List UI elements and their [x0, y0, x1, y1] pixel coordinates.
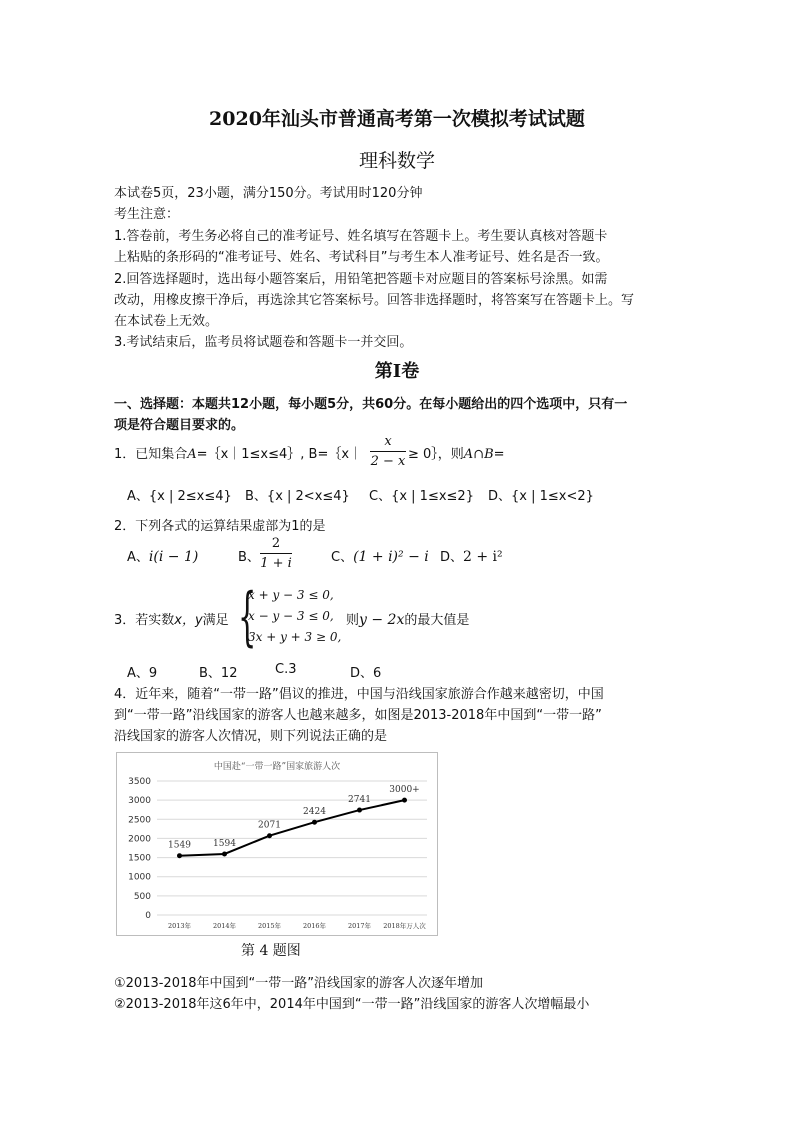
- chart-x-ticks: [168, 921, 426, 930]
- data-label: 3000+: [389, 785, 420, 796]
- question-2-option-d: D、2 + i²: [440, 549, 503, 565]
- y-tick-label: 1500: [128, 853, 151, 864]
- intro-line: 考生注意：: [114, 207, 180, 222]
- system-brace: {: [238, 580, 257, 654]
- question-3-option-a: A、9: [127, 666, 158, 681]
- y-tick-label: 0: [145, 911, 151, 921]
- question-1-fraction: x 2 − x: [370, 434, 406, 469]
- question-1-option-d: D、{x | 1≤x<2}: [488, 489, 594, 504]
- x-tick-label: 2014年: [212, 922, 237, 930]
- intro-line: 在本试卷上无效。: [114, 314, 219, 329]
- chart-title: 中国赴“一带一路”国家旅游人次: [213, 762, 341, 772]
- part-title: 第Ⅰ卷: [374, 361, 420, 382]
- question-3-option-b: B、12: [199, 666, 238, 681]
- intro-line: 本试卷5页，23小题，满分150分。考试用时120分钟: [114, 186, 423, 201]
- line-chart: [116, 752, 438, 936]
- y-tick-label: 1000: [128, 872, 151, 883]
- data-point: [222, 851, 227, 856]
- question-1-option-a: A、{x | 2≤x≤4}: [127, 489, 232, 504]
- statement-2: ②2013-2018年这6年中，2014年中国到“一带一路”沿线国家的游客人次增幅最小: [114, 997, 590, 1012]
- data-label: 2741: [348, 795, 371, 806]
- x-tick-label: 2016年: [302, 922, 327, 930]
- y-tick-label: 3500: [128, 777, 151, 787]
- question-3-option-d: D、6: [350, 666, 382, 681]
- intro-line: 改动，用橡皮擦干净后，再选涂其它答案标号。回答非选择题时，将答案写在答题卡上。写: [114, 293, 635, 308]
- intro-line: 3.考试结束后，监考员将试题卷和答题卡一并交回。: [114, 335, 413, 350]
- intro-line: 2.回答选择题时，选出每小题答案后，用铅笔把答题卡对应题目的答案标号涂黑。如需: [114, 272, 608, 287]
- statement-1: ①2013-2018年中国到“一带一路”沿线国家的游客人次逐年增加: [114, 976, 483, 991]
- data-label: 1549: [168, 840, 191, 851]
- x-tick-label: 2013年: [167, 922, 192, 930]
- system-line: x + y − 3 ≤ 0,: [248, 588, 334, 602]
- exam-subtitle: 理科数学: [358, 150, 435, 172]
- data-point: [402, 798, 407, 803]
- y-tick-label: 500: [133, 891, 151, 902]
- question-1-stem-end: ≥ 0｝，则A∩B=: [408, 447, 505, 462]
- system-line: x − y − 3 ≤ 0,: [248, 609, 334, 623]
- question-1-option-b: B、{x | 2<x≤4}: [245, 489, 350, 504]
- section-heading: 一、选择题：本题共12小题，每小题5分，共60分。在每小题给出的四个选项中，只有一: [114, 397, 628, 412]
- x-tick-label: 2017年: [347, 922, 372, 930]
- question-2-option-b-label: B、: [238, 550, 260, 565]
- question-4-stem: 沿线国家的游客人次情况，则下列说法正确的是: [114, 729, 388, 744]
- data-point: [357, 808, 362, 813]
- set-a-symbol: A: [187, 447, 197, 462]
- question-1-stem: 1．已知集合A=｛x｜1≤x≤4｝, B=｛x｜: [114, 447, 363, 462]
- y-tick-label: 3000: [128, 796, 151, 807]
- chart-y-ticks: [128, 777, 151, 921]
- question-2-stem: 2．下列各式的运算结果虚部为1的是: [114, 519, 326, 534]
- question-1-option-c: C、{x | 1≤x≤2}: [369, 489, 474, 504]
- question-3-stem-end: 则y − 2x的最大值是: [346, 612, 470, 628]
- data-point: [267, 833, 272, 838]
- chart-data-labels: [168, 785, 420, 851]
- question-2-option-a: A、i(i − 1): [127, 549, 199, 565]
- data-label: 2424: [303, 807, 326, 818]
- y-tick-label: 2500: [128, 815, 151, 826]
- y-tick-label: 2000: [128, 834, 151, 845]
- system-line: 3x + y + 3 ≥ 0,: [248, 630, 342, 644]
- data-label: 1594: [213, 838, 236, 849]
- question-2-option-b-fraction: 2 1 + i: [260, 536, 292, 571]
- question-4-stem: 4．近年来，随着“一带一路”倡议的推进，中国与沿线国家旅游合作越来越密切，中国: [114, 687, 604, 702]
- question-2-option-c: C、(1 + i)² − i: [331, 549, 429, 565]
- data-point: [312, 820, 317, 825]
- data-label: 2071: [258, 820, 281, 831]
- x-tick-label: 2015年: [257, 922, 282, 930]
- intro-line: 上粘贴的条形码的“准考证号、姓名、考试科目”与考生本人准考证号、姓名是否一致。: [114, 250, 609, 265]
- figure-caption: 第 4 题图: [241, 943, 301, 959]
- question-4-stem: 到“一带一路”沿线国家的游客人也越来越多，如图是2013-2018年中国到“一带一路”: [114, 708, 602, 723]
- exam-title: 2020年汕头市普通高考第一次模拟考试试题: [209, 108, 585, 130]
- intro-line: 1.答卷前，考生务必将自己的准考证号、姓名填写在答题卡上。考生要认真核对答题卡: [114, 229, 608, 244]
- question-3-option-c: C.3: [275, 662, 297, 677]
- chart-svg: [117, 753, 437, 935]
- data-point: [177, 853, 182, 858]
- chart-gridlines: [157, 781, 427, 915]
- x-tick-label: 2018年万人次: [383, 922, 426, 930]
- question-3-stem: 3．若实数x，y满足: [114, 613, 229, 628]
- section-heading: 项是符合题目要求的。: [114, 418, 245, 433]
